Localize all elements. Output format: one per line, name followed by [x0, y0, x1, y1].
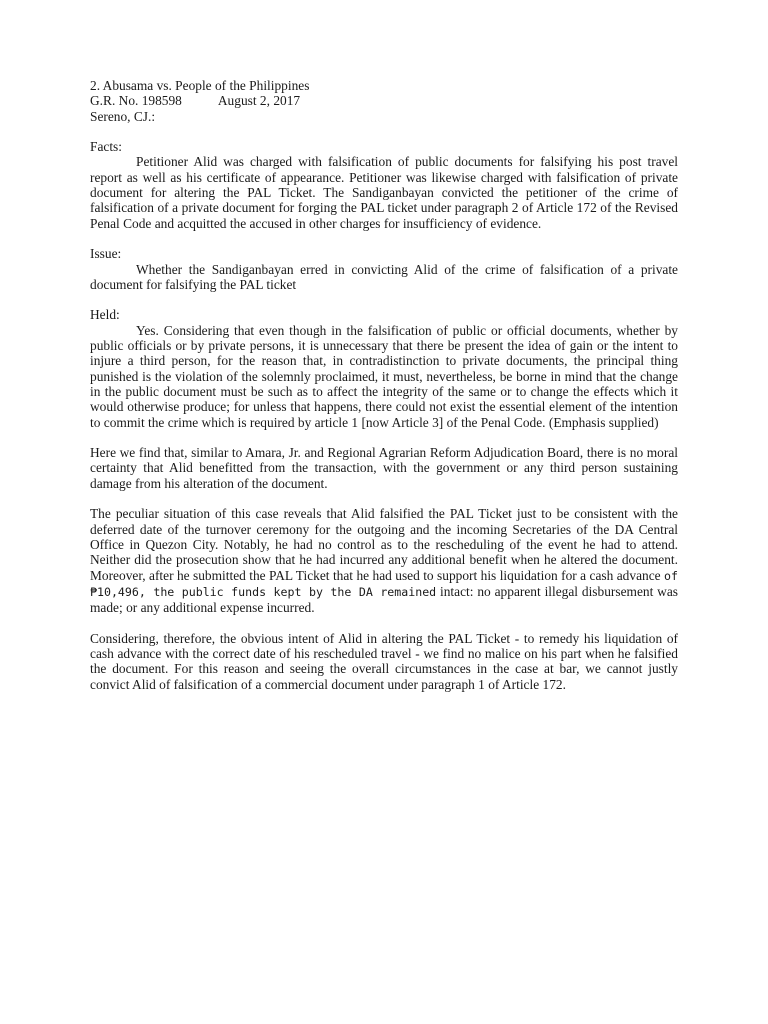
facts-section: [90, 139, 678, 231]
spacer: [90, 124, 678, 139]
ponente: Sereno, CJ.:: [90, 108, 156, 124]
spacer: [90, 430, 678, 445]
spacer: [90, 491, 678, 506]
paragraph-similar-cases: Here we find that, similar to Amara, Jr. and Regional Agrarian Reform Adjudication Board, there is no moral certainty that Alid benefitted from the transaction, with the government or any third person sustaining damage from his alteration of the document.: [90, 445, 678, 491]
issue-section: [90, 246, 678, 292]
facts-text: Petitioner Alid was charged with falsification of public documents for falsifying his post travel report as well as his certificate of appearance. Petitioner was likewise charged with falsification of private document for altering the PAL Ticket. The Sandiganbayan convicted the petitioner of the crime of falsification of a private document for forging the PAL ticket under paragraph 2 of Article 172 of the Revised Penal Code and acquitted the accused in other charges for insufficiency of evidence.: [90, 154, 678, 231]
paragraph-peculiar-situation: [90, 506, 678, 615]
spacer: [90, 231, 678, 246]
cash-advance-amount-text: of ₱10,496, the public funds kept by the DA remained: [90, 568, 678, 599]
issue-label: Issue:: [90, 246, 122, 262]
case-header: [90, 78, 678, 124]
paragraph-conclusion: Considering, therefore, the obvious intent of Alid in altering the PAL Ticket - to remedy his liquidation of cash advance with the correct date of his rescheduled travel - we find no malice on his part when he falsified the document. For this reason and seeing the overall circumstances in the case at bar, we cannot justly convict Alid of falsification of a commercial document under paragraph 1 of Article 172.: [90, 630, 678, 692]
decision-date: August 2, 2017: [217, 93, 301, 109]
held-text: Yes. Considering that even though in the falsification of public or official documents, whether by public officials or by private persons, it is unnecessary that there be present the idea of gain or the intent to injure a third person, for the reason that, in contradistinction to private documents, the principal thing punished is the violation of the solemnly proclaimed, it must, nevertheless, be borne in mind that the change in the public document must be such as to affect the integrity of the same or to change the effects which it would otherwise produce; for unless that happens, there could not exist the essential element of the intention to commit the crime which is required by article 1 [now Article 3] of the Penal Code. (Emphasis supplied): [90, 322, 678, 430]
document-page: [90, 78, 678, 692]
spacer: [90, 292, 678, 307]
gr-number: G.R. No. 198598: [90, 93, 182, 109]
paragraph-text-before: The peculiar situation of this case reveals that Alid falsified the PAL Ticket just to be consistent with the deferred date of the turnover ceremony for the outgoing and the incoming Secretaries of the DA Central Office in Quezon City. Notably, he had no control as to the rescheduling of the event he had to attend. Neither did the prosecution show that he had incurred any additional benefit when he altered the document. Moreover, after he submitted the PAL Ticket that he had used to support his liquidation for a cash advance: [90, 506, 678, 583]
case-number-line: [90, 93, 678, 108]
held-label: Held:: [90, 307, 120, 323]
held-section: [90, 307, 678, 429]
spacer: [90, 615, 678, 630]
issue-text: Whether the Sandiganbayan erred in convicting Alid of the crime of falsification of a private document for falsifying the PAL ticket: [90, 261, 678, 292]
facts-label: Facts:: [90, 139, 122, 155]
paragraph-text-after: intact: no apparent illegal disbursement was made; or any additional expense incurred.: [90, 583, 678, 616]
case-title: 2. Abusama vs. People of the Philippines: [90, 78, 310, 93]
